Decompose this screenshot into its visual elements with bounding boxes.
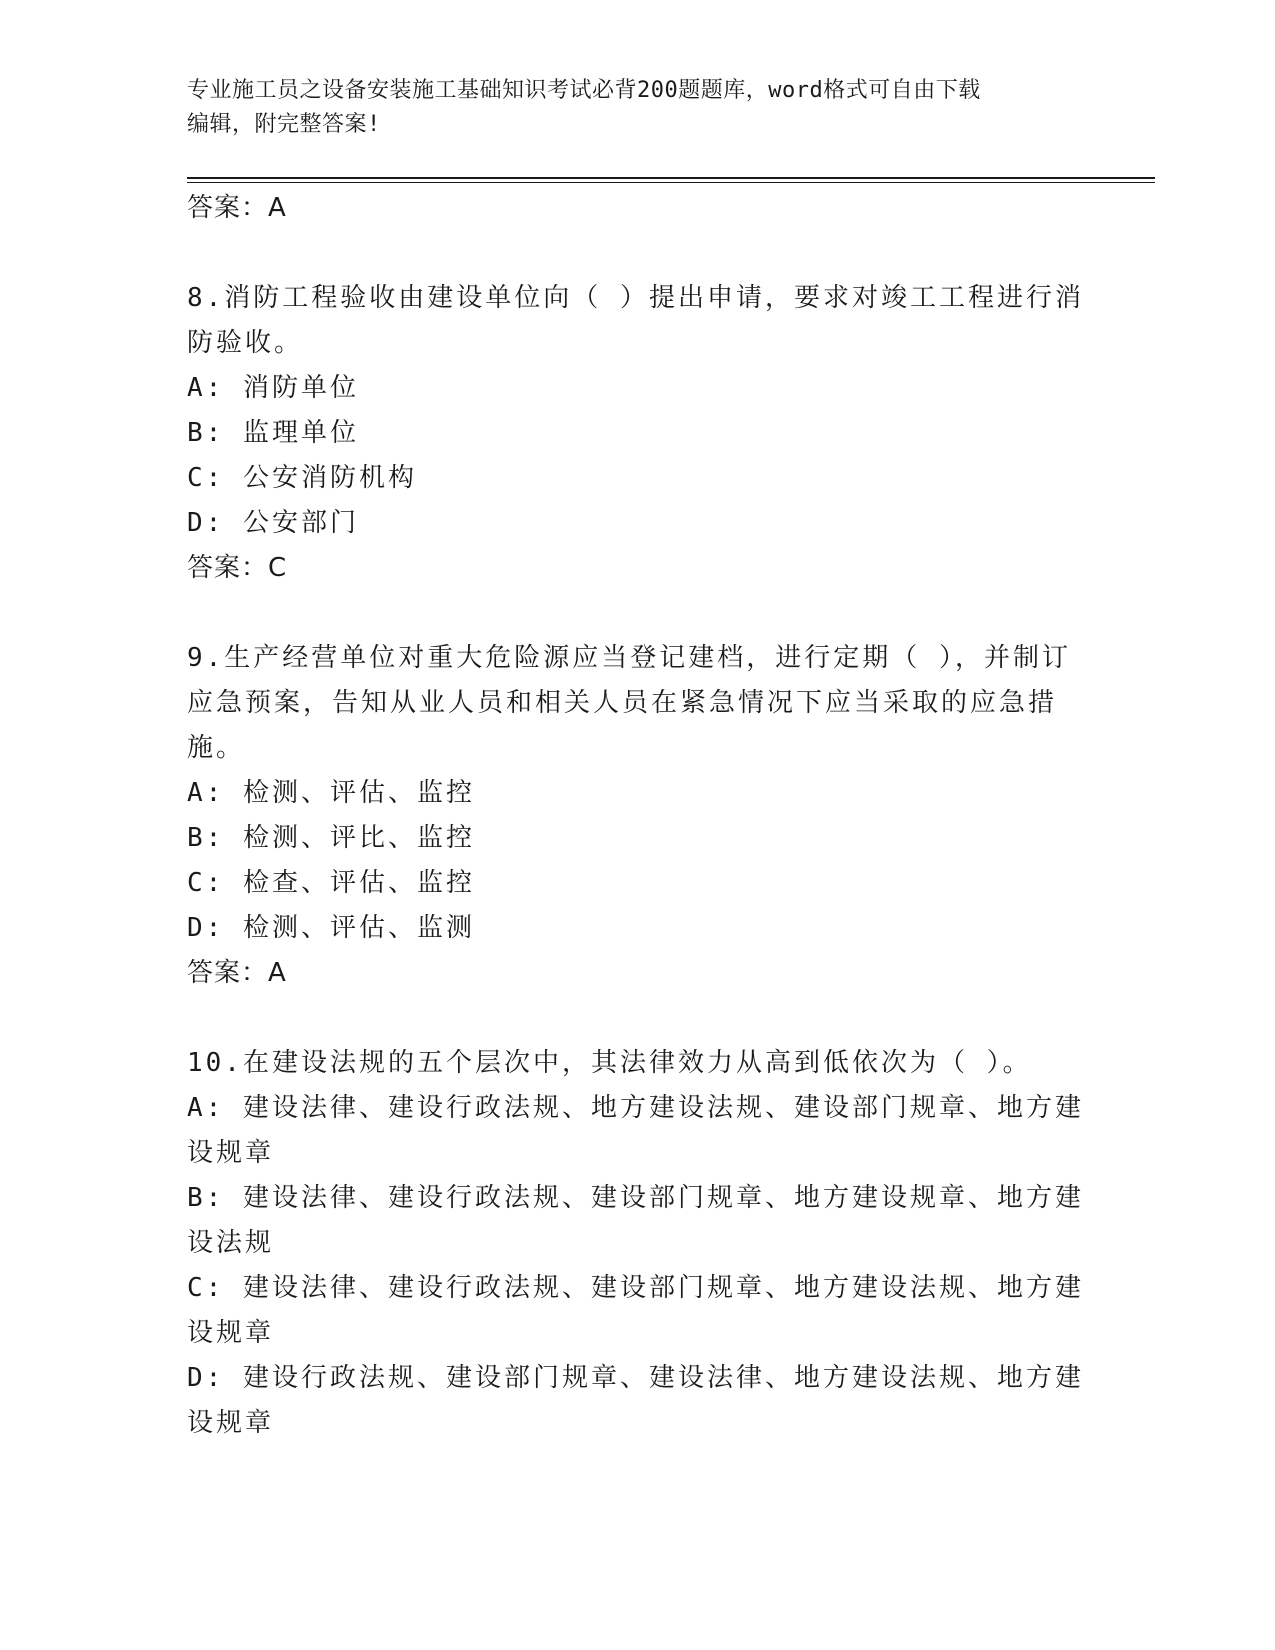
question-10-option-d-line-2: 设规章: [187, 1408, 275, 1438]
question-8-stem-line-1: 8.消防工程验收由建设单位向（ ）提出申请，要求对竣工工程进行消: [187, 283, 1084, 313]
previous-answer: 答案：A: [187, 193, 287, 223]
spacer: [187, 231, 1087, 276]
question-8-option-d: D: 公安部门: [187, 508, 359, 538]
question-10-option-b-line-2: 设法规: [187, 1228, 275, 1258]
question-10: [187, 1041, 1087, 1446]
spacer: [187, 996, 1087, 1041]
question-9-stem-line-3: 施。: [187, 733, 246, 763]
question-8-option-b: B: 监理单位: [187, 418, 359, 448]
question-9-option-c: C: 检查、评估、监控: [187, 868, 475, 898]
question-9-option-a: A: 检测、评估、监控: [187, 778, 475, 808]
question-10-option-a-line-2: 设规章: [187, 1138, 275, 1168]
question-9-stem-line-1: 9.生产经营单位对重大危险源应当登记建档，进行定期（ ），并制订: [187, 643, 1071, 673]
question-10-option-b-line-1: B: 建设法律、建设行政法规、建设部门规章、地方建设规章、地方建: [187, 1183, 1084, 1213]
question-10-stem-line-1: 10.在建设法规的五个层次中，其法律效力从高到低依次为（ ）。: [187, 1048, 1032, 1078]
header-rule-thin: [187, 182, 1155, 183]
document-header: [187, 74, 1067, 142]
question-9-option-d: D: 检测、评估、监测: [187, 913, 475, 943]
question-8-stem-line-2: 防验收。: [187, 328, 304, 358]
header-title-line-1: 专业施工员之设备安装施工基础知识考试必背200题题库，word格式可自由下载: [187, 78, 981, 103]
question-9-stem-line-2: 应急预案，告知从业人员和相关人员在紧急情况下应当采取的应急措: [187, 688, 1058, 718]
question-8-answer: 答案：C: [187, 553, 288, 583]
header-title-line-2: 编辑，附完整答案!: [187, 112, 381, 137]
document-body: [187, 186, 1087, 1446]
question-8-option-a: A: 消防单位: [187, 373, 359, 403]
question-10-option-c-line-2: 设规章: [187, 1318, 275, 1348]
question-8-option-c: C: 公安消防机构: [187, 463, 417, 493]
question-9-option-b: B: 检测、评比、监控: [187, 823, 475, 853]
question-8: [187, 276, 1087, 591]
question-9-answer: 答案：A: [187, 958, 287, 988]
header-rule-thick: [187, 177, 1155, 179]
question-9: [187, 636, 1087, 996]
spacer: [187, 591, 1087, 636]
question-10-option-a-line-1: A: 建设法律、建设行政法规、地方建设法规、建设部门规章、地方建: [187, 1093, 1084, 1123]
question-10-option-c-line-1: C: 建设法律、建设行政法规、建设部门规章、地方建设法规、地方建: [187, 1273, 1084, 1303]
question-10-option-d-line-1: D: 建设行政法规、建设部门规章、建设法律、地方建设法规、地方建: [187, 1363, 1084, 1393]
